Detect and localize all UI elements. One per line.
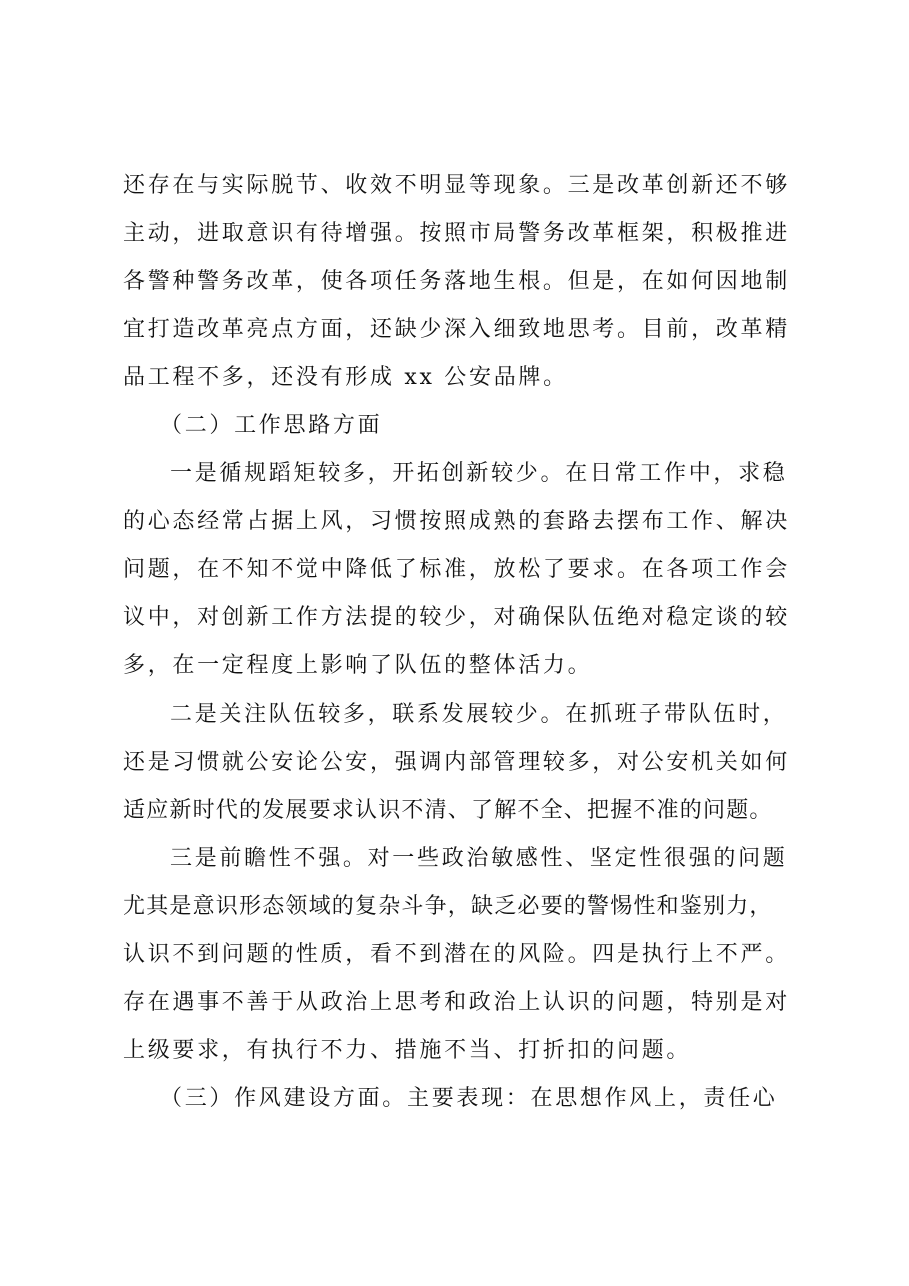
paragraph-line: 的心态经常占据上风，习惯按照成熟的套路去摆布工作、解决 bbox=[123, 509, 790, 534]
paragraph-line: 存在遇事不善于从政治上思考和政治上认识的问题，特别是对 bbox=[123, 990, 790, 1015]
paragraph-first-line: 三是前瞻性不强。对一些政治敏感性、坚定性很强的问题 bbox=[170, 846, 788, 871]
paragraph-line: 品工程不多，还没有形成 xx 公安品牌。 bbox=[123, 365, 568, 390]
section-heading: （二）工作思路方面 bbox=[160, 413, 383, 438]
paragraph-line: 问题，在不知不觉中降低了标准，放松了要求。在各项工作会 bbox=[123, 557, 790, 582]
paragraph-first-line: 一是循规蹈矩较多，开拓创新较少。在日常工作中，求稳 bbox=[170, 461, 788, 486]
paragraph-line: 还是习惯就公安论公安，强调内部管理较多，对公安机关如何 bbox=[123, 750, 790, 775]
paragraph-line: 各警种警务改革，使各项任务落地生根。但是，在如何因地制 bbox=[123, 269, 790, 294]
section-heading: （三）作风建设方面。主要表现：在思想作风上，责任心 bbox=[160, 1086, 778, 1111]
paragraph-line: 议中，对创新工作方法提的较少，对确保队伍绝对稳定谈的较 bbox=[123, 605, 790, 630]
paragraph-first-line: 二是关注队伍较多，联系发展较少。在抓班子带队伍时， bbox=[170, 702, 788, 727]
paragraph-line: 主动，进取意识有待增强。按照市局警务改革框架，积极推进 bbox=[123, 221, 790, 246]
paragraph-line: 还存在与实际脱节、收效不明显等现象。三是改革创新还不够 bbox=[123, 173, 790, 198]
paragraph-line: 宜打造改革亮点方面，还缺少深入细致地思考。目前，改革精 bbox=[123, 317, 790, 342]
paragraph-line: 认识不到问题的性质，看不到潜在的风险。四是执行上不严。 bbox=[123, 942, 790, 967]
paragraph-line: 上级要求，有执行不力、措施不当、打折扣的问题。 bbox=[123, 1038, 692, 1063]
paragraph-line: 尤其是意识形态领域的复杂斗争，缺乏必要的警惕性和鉴别力， bbox=[123, 894, 773, 919]
paragraph-line: 适应新时代的发展要求认识不清、了解不全、把握不准的问题。 bbox=[123, 798, 773, 823]
paragraph-line: 多，在一定程度上影响了队伍的整体活力。 bbox=[123, 653, 593, 678]
